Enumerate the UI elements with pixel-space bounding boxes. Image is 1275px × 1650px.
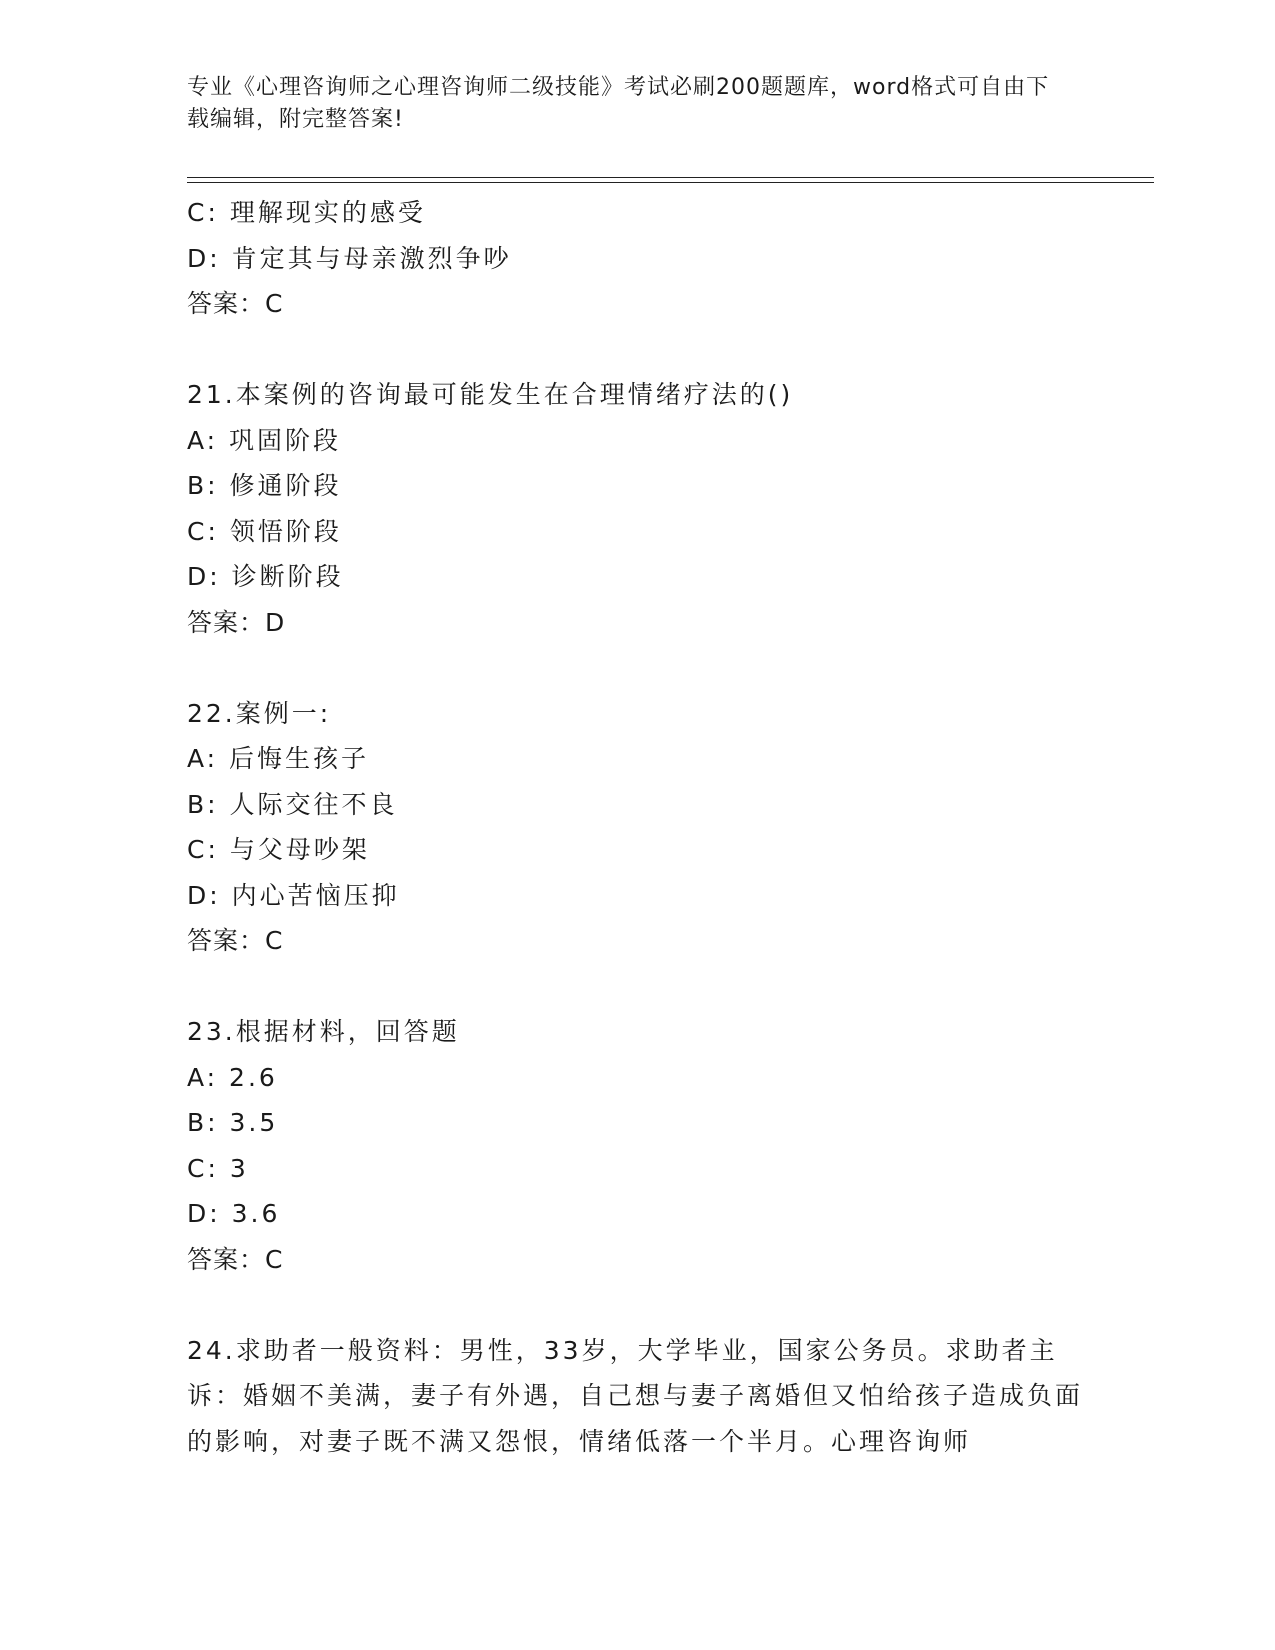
question-stem-case: 24.求助者一般资料：男性，33岁，大学毕业，国家公务员。求助者主诉：婚姻不美满，妻子有外遇，自己想与妻子离婚但又怕给孩子造成负面的影响，对妻子既不满又怨恨，情绪低落一个半月。心理咨询师	[187, 1335, 1084, 1456]
option-b: B: 人际交往不良	[187, 789, 398, 819]
option-c: C: 与父母吵架	[187, 835, 370, 864]
answer-line: 答案：D	[187, 607, 286, 637]
option-d: D: 肯定其与母亲激烈争吵	[187, 243, 512, 273]
answer-line: 答案：C	[187, 1244, 284, 1274]
option-b: B: 修通阶段	[187, 471, 342, 500]
header-divider-bottom	[187, 182, 1154, 183]
spacer	[187, 1283, 1087, 1328]
option-c: C: 领悟阶段	[187, 516, 342, 546]
question-body	[187, 190, 1087, 1464]
document-intro: 专业《心理咨询师之心理咨询师二级技能》考试必刷200题题库，word格式可自由下载编辑，附完整答案!	[187, 75, 1050, 132]
question-stem: 22.案例一:	[187, 698, 332, 728]
option-b: B: 3.5	[187, 1108, 279, 1137]
header-divider-top	[187, 177, 1154, 178]
option-c: C: 理解现实的感受	[187, 198, 426, 227]
answer-line: 答案：C	[187, 926, 284, 955]
option-a: A: 巩固阶段	[187, 425, 342, 455]
option-a: A: 2.6	[187, 1062, 278, 1092]
option-a: A: 后悔生孩子	[187, 744, 370, 773]
option-d: D: 3.6	[187, 1199, 281, 1228]
question-stem: 23.根据材料，回答题	[187, 1017, 460, 1046]
question-stem: 21.本案例的咨询最可能发生在合理情绪疗法的()	[187, 380, 794, 409]
answer-line: 答案：C	[187, 289, 284, 318]
spacer	[187, 327, 1087, 372]
spacer	[187, 646, 1087, 691]
spacer	[187, 964, 1087, 1009]
option-d: D: 诊断阶段	[187, 562, 344, 591]
option-c: C: 3	[187, 1153, 249, 1183]
option-d: D: 内心苦恼压抑	[187, 880, 400, 910]
